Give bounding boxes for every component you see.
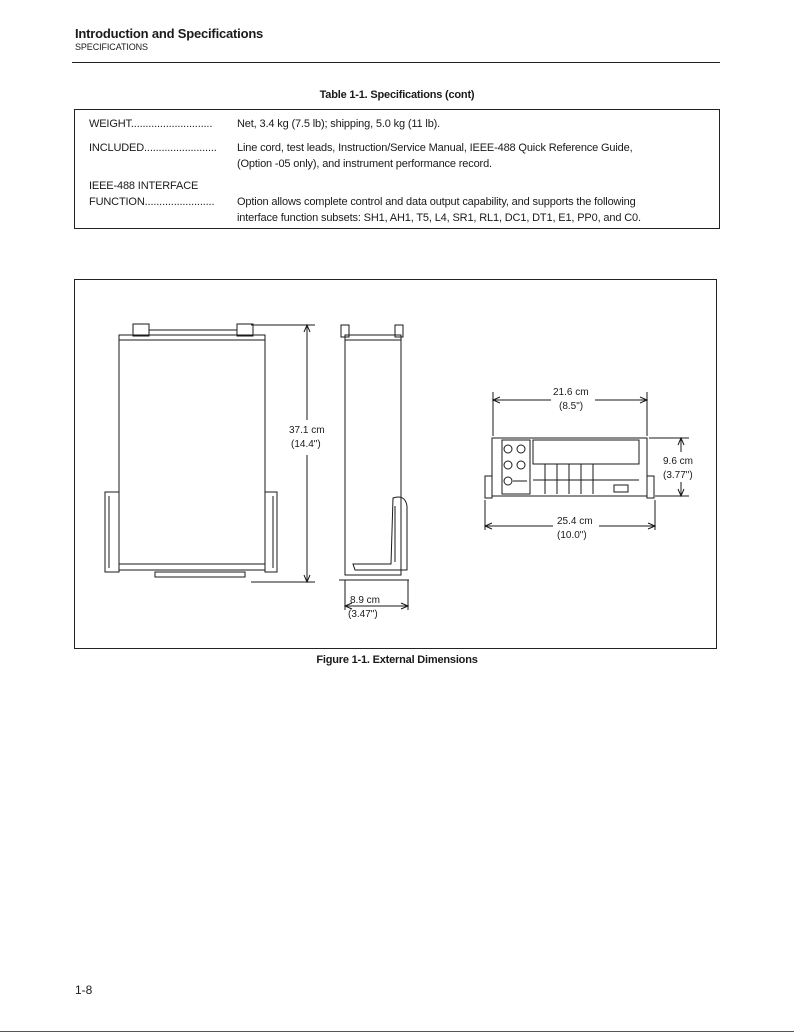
section-title: Introduction and Specifications [75,26,264,41]
page-bottom-rule [0,1031,794,1032]
front-terminal-5 [504,477,512,485]
spec-label [89,116,212,132]
section-subtitle: SPECIFICATIONS [75,42,148,52]
front-terminal-4 [517,461,525,469]
height-cm-label: 37.1 cm [289,425,325,436]
spec-value-line: Net, 3.4 kg (7.5 lb); shipping, 5.0 kg (11 lb). [237,118,441,130]
front-height-cm-label: 9.6 cm [663,456,694,467]
front-height-dimension [649,438,689,496]
spec-value [237,116,707,132]
front-bail-left [485,476,492,498]
front-height-in-label: (3.77") [663,470,693,481]
side-view [339,325,409,580]
front-width-in-label: (8.5") [559,401,584,412]
side-view-body [345,335,401,575]
overall-width-in-label: (10.0") [557,530,587,541]
spec-value-line: Line cord, test leads, Instruction/Service Manual, IEEE-488 Quick Reference Guide, [237,142,633,154]
spec-value-line: interface function subsets: SH1, AH1, T5, L4, SR1, RL1, DC1, DT1, E1, PP0, and C0. [237,212,641,224]
figure-caption: Figure 1-1. External Dimensions [316,654,478,666]
depth-cm-label: 8.9 cm [350,595,381,606]
top-view-body [119,335,265,570]
front-bail-right [647,476,654,498]
header-rule [72,62,720,63]
depth-in-label: (3.47") [348,609,378,620]
side-bail [353,497,407,570]
spec-label [89,140,217,156]
spec-label-line: IEEE-488 INTERFACE [89,180,199,192]
front-width-cm-label: 21.6 cm [553,387,589,398]
front-power-switch [614,485,628,492]
front-view [485,438,654,498]
height-dimension [251,325,315,582]
handle-right-tab [237,324,253,336]
overall-width-cm-label: 25.4 cm [557,516,593,527]
spec-label [89,178,214,210]
spec-label-line: FUNCTION........................ [89,196,215,208]
bottom-foot [155,572,245,577]
spec-value-line: (Option -05 only), and instrument performance record. [237,158,492,170]
spec-value-line [237,178,707,194]
height-in-label: (14.4") [291,439,321,450]
spec-label-line: WEIGHT............................ [89,118,213,130]
spec-value-line: Option allows complete control and data output capability, and supports the following [237,196,636,208]
external-dimensions-figure [74,279,717,649]
handle-left-tab [133,324,149,336]
table-caption: Table 1-1. Specifications (cont) [319,89,475,101]
bail-left [105,492,119,572]
spec-label-line: INCLUDED......................... [89,142,217,154]
page-number: 1-8 [75,983,93,997]
front-terminal-3 [504,461,512,469]
top-view [105,324,277,577]
spec-value [237,140,707,172]
front-left-panel [502,440,530,494]
spec-value [237,178,707,226]
front-terminal-2 [517,445,525,453]
specifications-table [74,109,720,229]
front-display-window [533,440,639,464]
bail-right [265,492,277,572]
front-terminal-1 [504,445,512,453]
dimensions-drawing [75,280,718,650]
